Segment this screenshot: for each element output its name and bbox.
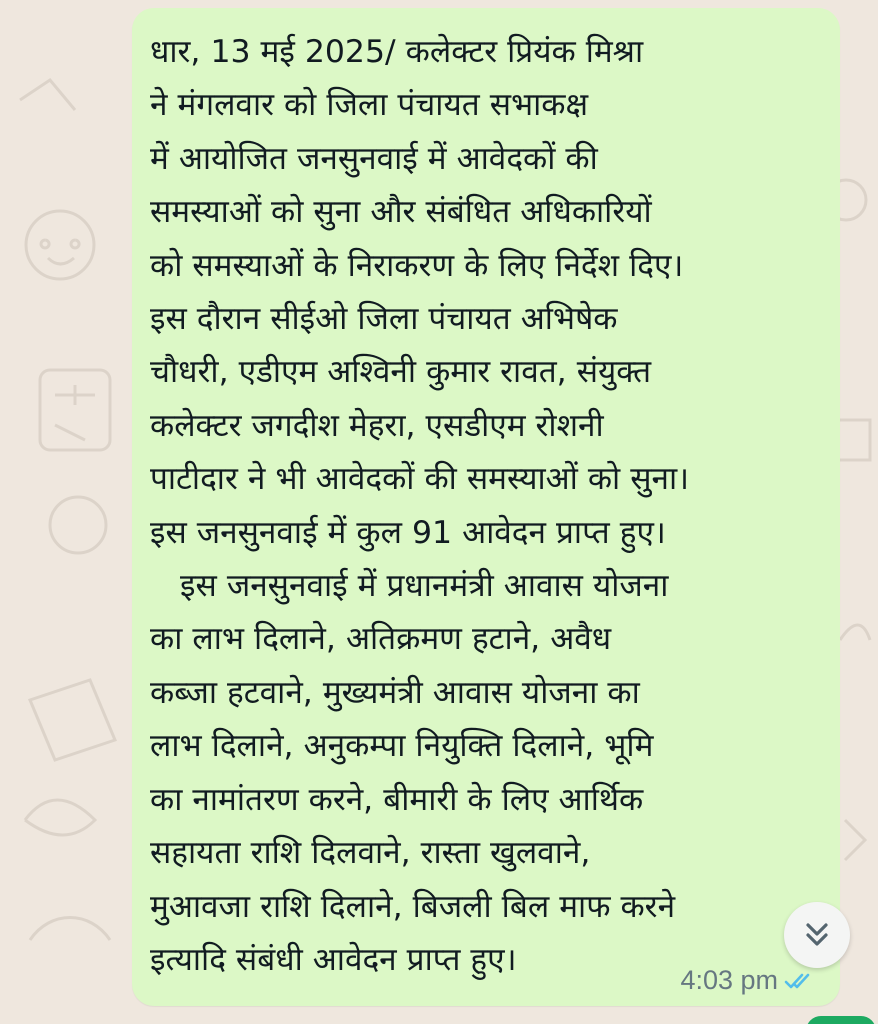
floating-action-button[interactable] [806,1016,876,1024]
double-check-read-icon [784,971,814,991]
message-text: धार, 13 मई 2025/ कलेक्टर प्रियंक मिश्रा ने मंगलवार को जिला पंचायत सभाकक्ष में आयोजित जनसुनवाई में आवेदकों की समस्याओं को सुना और संबंधित अधिकारियों को समस्याओं के निराकरण के लिए निर्देश दिए। इस दौरान सीईओ जिला पंचायत अभिषेक चौधरी, एडीएम अश्विनी कुमार रावत, संयुक्त कलेक्टर जगदीश मेहरा, एसडीएम रोशनी पाटीदार ने भी आवेदकों की समस्याओं को सुना। इस जनसुनवाई में कुल 91 आवेदन प्राप्त हुए। इस जनसुनवाई में प्रधानमंत्री आवास योजना का लाभ दिलाने, अतिक्रमण हटाने, अवैध कब्जा हटवाने, मुख्यमंत्री आवास योजना का लाभ दिलाने, अनुकम्पा नियुक्ति दिलाने, भूमि का नामांतरण करने, बीमारी के लिए आर्थिक सहायता राशि दिलवाने, रास्ता खुलवाने, मुआवजा राशि दिलाने, बिजली बिल माफ करने इत्यादि संबंधी आवेदन प्राप्त हुए। [150,34,690,978]
scroll-to-bottom-button[interactable] [784,902,850,968]
message-bubble[interactable] [132,8,840,1006]
message-meta [680,965,814,996]
chevron-double-down-icon [802,920,832,950]
message-time: 4:03 pm [680,965,778,995]
